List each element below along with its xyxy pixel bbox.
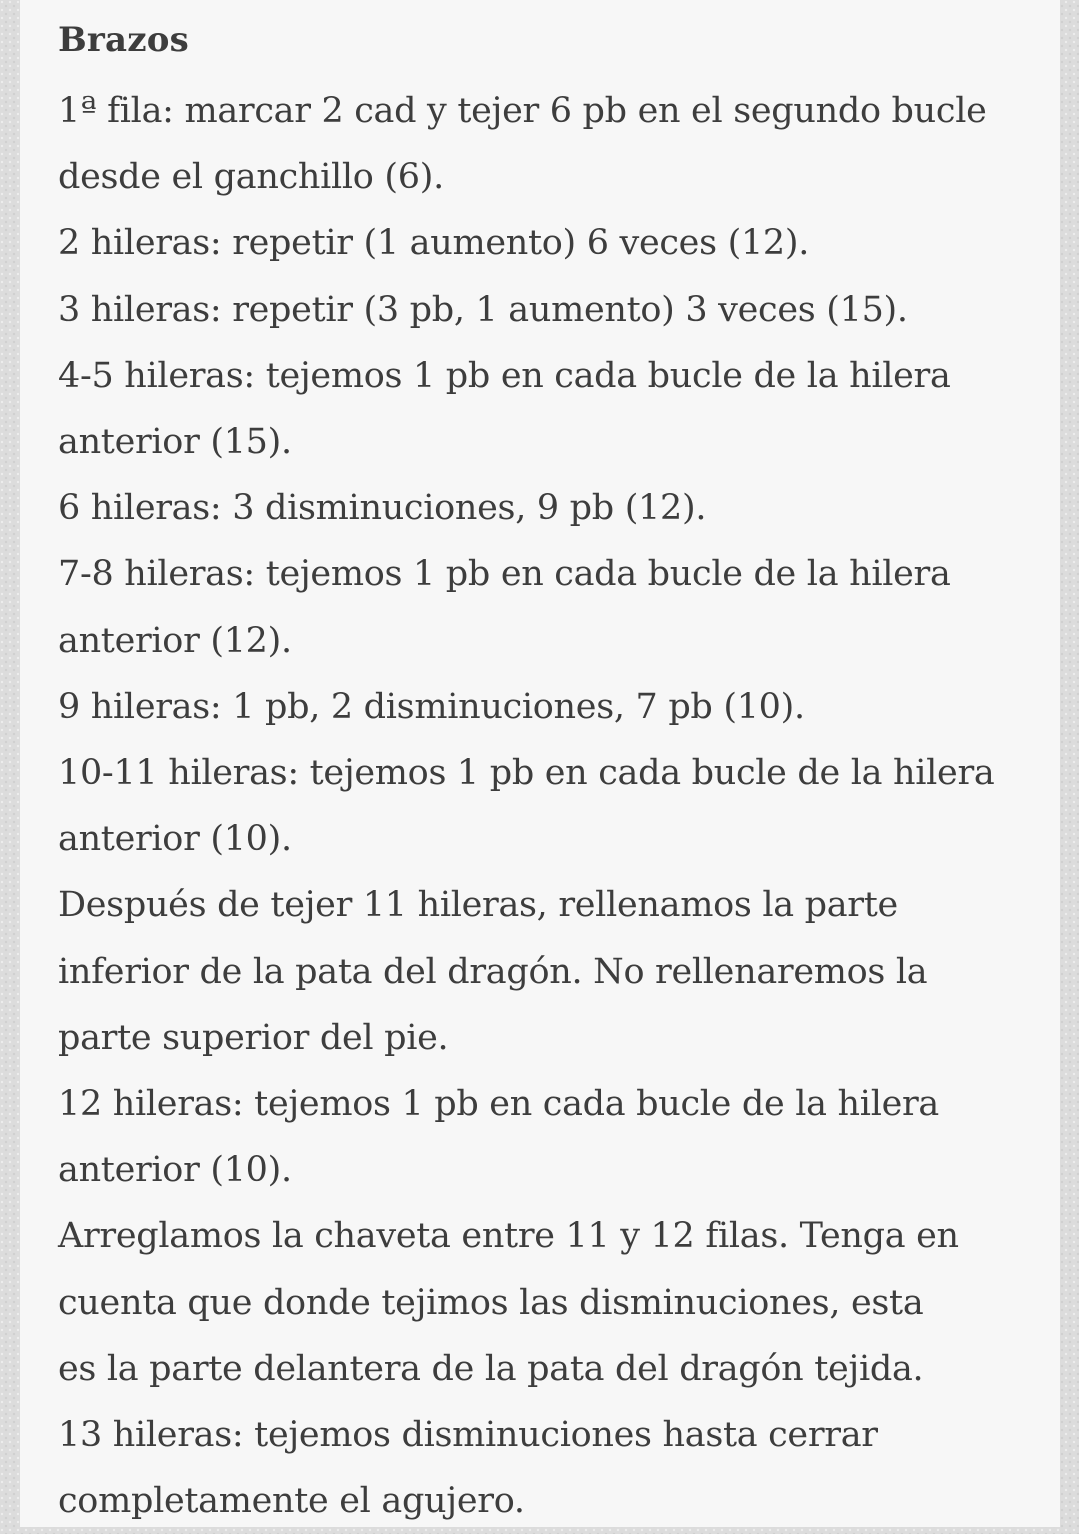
text-line: 2 hileras: repetir (1 aumento) 6 veces (12). [58,223,810,264]
text-line: anterior (10). [58,819,292,860]
text-line: 4-5 hileras: tejemos 1 pb en cada bucle de la hilera [58,355,951,396]
section-heading: Brazos [58,20,190,60]
text-line: 3 hileras: repetir (3 pb, 1 aumento) 3 veces (15). [58,289,908,330]
text-line: parte superior del pie. [58,1017,449,1058]
text-line: desde el ganchillo (6). [58,157,444,198]
text-line: es la parte delantera de la pata del dragón tejida. [58,1348,924,1389]
text-line: 9 hileras: 1 pb, 2 disminuciones, 7 pb (10). [58,686,805,727]
instructions-text [58,78,1038,1534]
text-line: 12 hileras: tejemos 1 pb en cada bucle de la hilera [58,1084,939,1125]
text-line: completamente el agujero. [58,1481,525,1522]
text-line: Arreglamos la chaveta entre 11 y 12 filas. Tenga en [58,1216,959,1257]
text-line: 1ª fila: marcar 2 cad y tejer 6 pb en el segundo bucle [58,91,987,131]
text-line: inferior de la pata del dragón. No rellenaremos la [58,951,928,992]
text-line: 7-8 hileras: tejemos 1 pb en cada bucle de la hilera [58,554,951,595]
text-line: Después de tejer 11 hileras, rellenamos la parte [58,885,898,926]
text-line: cuenta que donde tejimos las disminuciones, esta [58,1282,924,1323]
text-line: anterior (12). [58,620,292,661]
text-line: 13 hileras: tejemos disminuciones hasta cerrar [58,1415,878,1456]
article-page [20,0,1060,1527]
text-line: 6 hileras: 3 disminuciones, 9 pb (12). [58,488,707,529]
text-line: anterior (10). [58,1150,292,1191]
text-line: anterior (15). [58,422,292,463]
text-line: 10-11 hileras: tejemos 1 pb en cada bucle de la hilera [58,753,995,794]
